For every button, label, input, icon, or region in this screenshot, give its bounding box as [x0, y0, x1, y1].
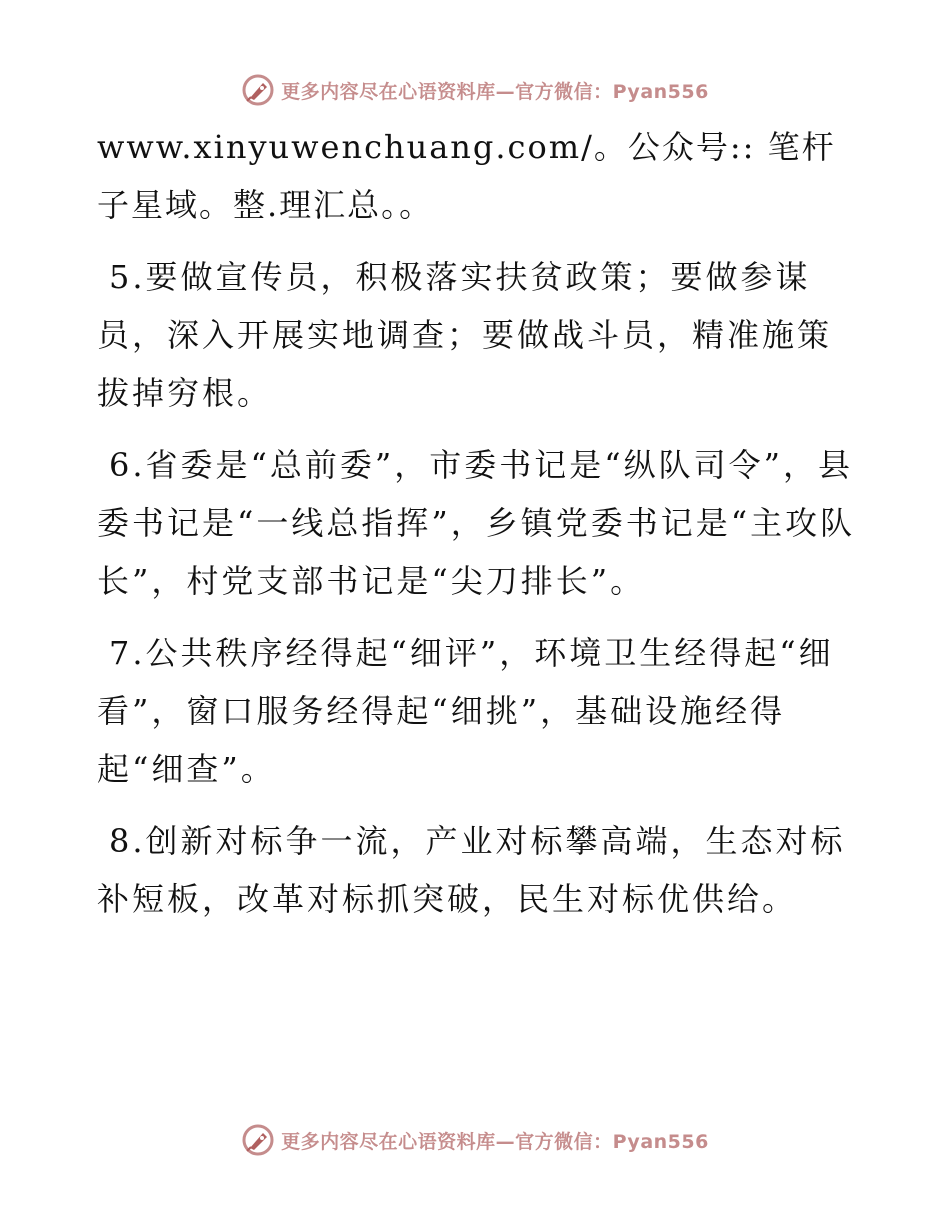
paragraph-item-6: 6.省委是“总前委”，市委书记是“纵队司令”，县委书记是“一线总指挥”，乡镇党委书记是“主攻队长”，村党支部书记是“尖刀排长”。	[97, 446, 856, 600]
paragraph-item-5: 5.要做宣传员，积极落实扶贫政策；要做参谋员，深入开展实地调查；要做战斗员，精准施策拔掉穷根。	[97, 258, 833, 412]
document-body	[97, 118, 857, 942]
footer-watermark	[0, 1120, 950, 1160]
paragraph-item-8: 8.创新对标争一流，产业对标攀高端，生态对标补短板，改革对标抓突破，民生对标优供给。	[97, 822, 846, 918]
watermark-text: 更多内容尽在心语资料库—官方微信：Pyan556	[281, 1130, 709, 1153]
paragraph-source-note: www.xinyuwenchuang.com/。公众号:: 笔杆子星域。整.理汇总。。	[97, 128, 836, 224]
pen-nib-icon	[241, 1123, 275, 1157]
paragraph-item-7: 7.公共秩序经得起“细评”，环境卫生经得起“细看”，窗口服务经得起“细挑”，基础设施经得起“细查”。	[97, 634, 834, 788]
pen-nib-icon	[241, 73, 275, 107]
header-watermark	[0, 70, 950, 110]
watermark-text: 更多内容尽在心语资料库—官方微信：Pyan556	[281, 80, 709, 103]
